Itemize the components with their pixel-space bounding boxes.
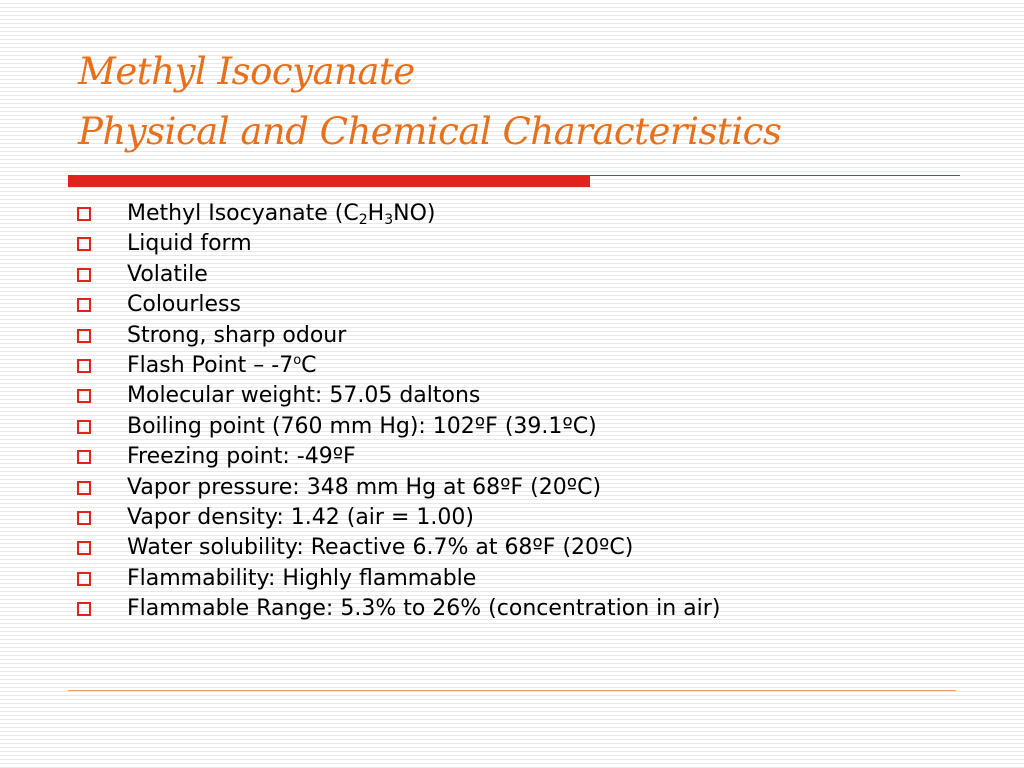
square-bullet-icon — [77, 298, 91, 312]
bullet-text: Colourless — [127, 292, 241, 318]
square-bullet-icon — [77, 207, 91, 221]
bullet-text: Methyl Isocyanate $(C_2H_3NO)$ — [127, 201, 436, 228]
square-bullet-icon — [77, 420, 91, 434]
square-bullet-icon — [77, 602, 91, 616]
square-bullet-icon — [77, 268, 91, 282]
bullet-text: Flash Point – -7$^o$C — [127, 352, 317, 378]
bullet-text: Freezing point: -49ºF — [127, 444, 356, 470]
bullet-text: Boiling point (760 mm Hg): 102ºF (39.1ºC) — [127, 413, 597, 439]
square-bullet-icon — [77, 389, 91, 403]
bullet-text: Liquid form — [127, 231, 252, 257]
title-divider-thin — [590, 175, 960, 176]
square-bullet-icon — [77, 359, 91, 373]
bullet-text: Vapor density: 1.42 (air = 1.00) — [127, 504, 474, 530]
title-line-1: Methyl Isocyanate — [78, 50, 415, 93]
title-line-2: Physical and Chemical Characteristics — [78, 110, 782, 153]
title-divider-thick — [68, 175, 590, 187]
square-bullet-icon — [77, 481, 91, 495]
square-bullet-icon — [77, 541, 91, 555]
square-bullet-icon — [77, 237, 91, 251]
square-bullet-icon — [77, 450, 91, 464]
bullet-text: Volatile — [127, 261, 208, 287]
bullet-text: Flammable Range: 5.3% to 26% (concentration in air) — [127, 596, 721, 622]
bullet-text: Strong, sharp odour — [127, 322, 347, 348]
footer-divider — [68, 690, 956, 691]
bullet-text: Molecular weight: 57.05 daltons — [127, 383, 481, 409]
bullet-text: Flammability: Highly flammable — [127, 565, 477, 591]
square-bullet-icon — [77, 511, 91, 525]
slide-title — [78, 40, 978, 164]
bullet-text: Vapor pressure: 348 mm Hg at 68ºF (20ºC) — [127, 474, 602, 500]
square-bullet-icon — [77, 572, 91, 586]
bullet-text: Water solubility: Reactive 6.7% at 68ºF (20ºC) — [127, 535, 634, 561]
square-bullet-icon — [77, 329, 91, 343]
